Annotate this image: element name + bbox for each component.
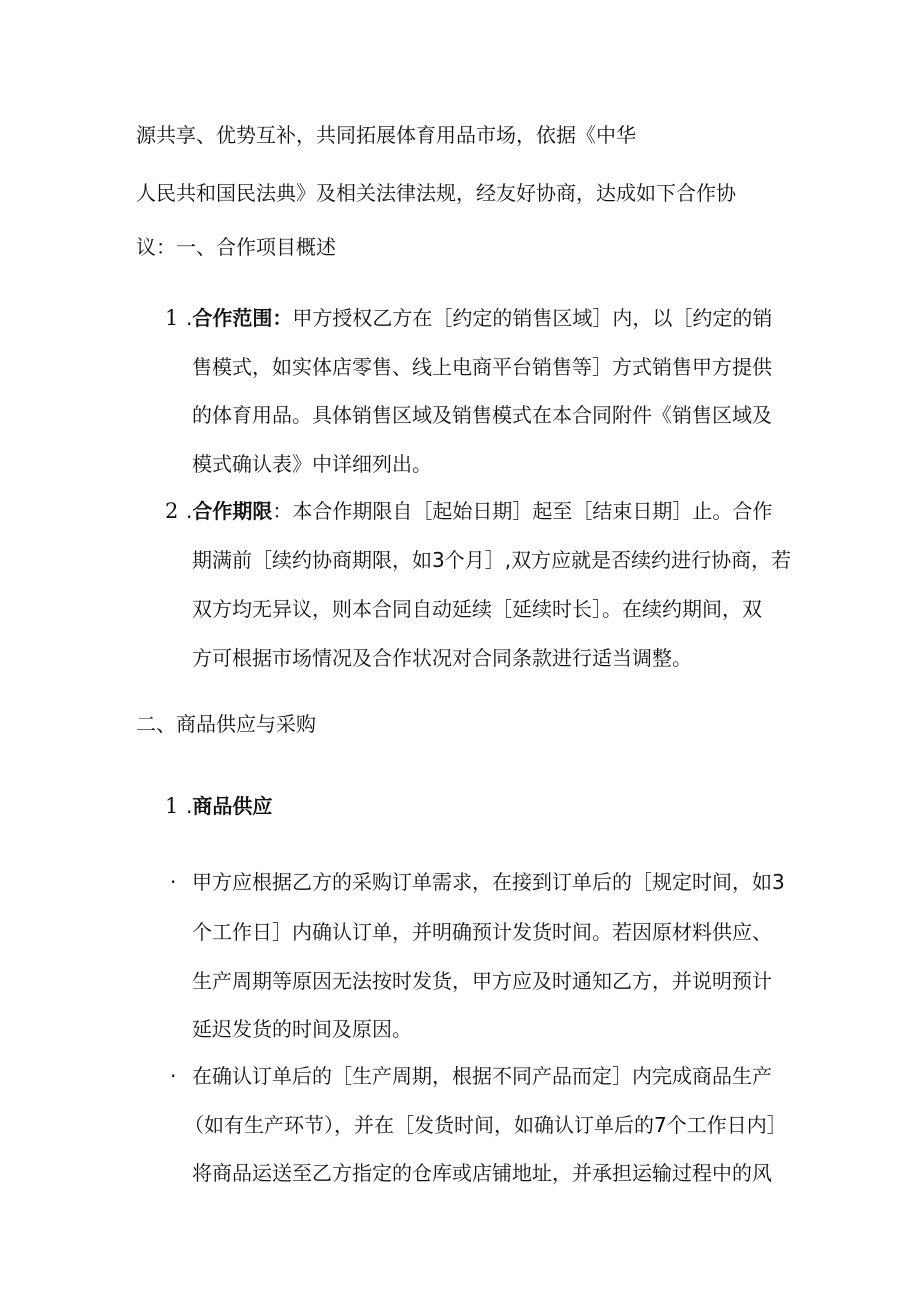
- item-number-1: 1: [165, 306, 179, 330]
- bullet-2-line-3: 将商品运送至乙方指定的仓库或店铺地址，并承担运输过程中的风: [192, 1161, 772, 1185]
- bullet-2-marker: ·: [170, 1064, 177, 1088]
- intro-line-3: 议：一、合作项目概述: [136, 235, 336, 259]
- section-2-item-number-1: 1: [165, 794, 179, 818]
- item-2-line-4: 方可根据市场情况及合作状况对合同条款进行适当调整。: [192, 646, 692, 670]
- bullet-1-marker: ·: [170, 870, 177, 894]
- bullet-1-line-3: 生产周期等原因无法按时发货，甲方应及时通知乙方，并说明预计: [192, 969, 772, 993]
- item-1-line-3: 的体育用品。具体销售区域及销售模式在本合同附件《销售区域及: [192, 403, 772, 427]
- item-1-line-1: [186, 305, 772, 331]
- item-2-title: 合作期限: [192, 499, 273, 523]
- section-2-item-1-dot: .: [186, 794, 193, 818]
- item-number-2: 2: [165, 499, 179, 523]
- item-2-dot: .: [186, 499, 193, 523]
- section-2-heading: 二、商品供应与采购: [136, 712, 316, 736]
- item-2-line-2: 期满前［续约协商期限，如3个月］,双方应就是否续约进行协商，若: [192, 548, 792, 572]
- item-1-title: 合作范围：: [192, 306, 293, 330]
- bullet-1-line-2: 个工作日］内确认订单，并明确预计发货时间。若因原材料供应、: [192, 920, 772, 944]
- intro-line-1: 源共享、优势互补，共同拓展体育用品市场，依据《中华: [136, 123, 636, 147]
- bullet-2-line-1: 在确认订单后的［生产周期，根据不同产品而定］内完成商品生产: [192, 1064, 772, 1088]
- item-1-line-2: 售模式，如实体店零售、线上电商平台销售等］方式销售甲方提供: [192, 355, 772, 379]
- item-2-line-1: [186, 498, 772, 524]
- item-1-dot: .: [186, 306, 193, 330]
- intro-line-2: 人民共和国民法典》及相关法律法规，经友好协商，达成如下合作协: [136, 181, 736, 205]
- bullet-2-line-2: （如有生产环节），并在［发货时间，如确认订单后的7个工作日内］: [184, 1113, 787, 1137]
- section-2-item-1-title: 商品供应: [192, 794, 273, 818]
- item-2-line-3: 双方均无异议，则本合同自动延续［延续时长］。在续约期间，双: [192, 597, 762, 621]
- item-2-line-1-rest: ：本合作期限自［起始日期］起至［结束日期］止。合作: [272, 499, 773, 523]
- item-1-line-4: 模式确认表》中详细列出。: [192, 452, 432, 476]
- bullet-1-line-1: 甲方应根据乙方的采购订单需求，在接到订单后的［规定时间，如3: [192, 870, 785, 894]
- item-1-line-1-rest: 甲方授权乙方在［约定的销售区域］内，以［约定的销: [292, 306, 773, 330]
- bullet-1-line-4: 延迟发货的时间及原因。: [192, 1017, 412, 1041]
- section-2-item-1: [186, 793, 272, 819]
